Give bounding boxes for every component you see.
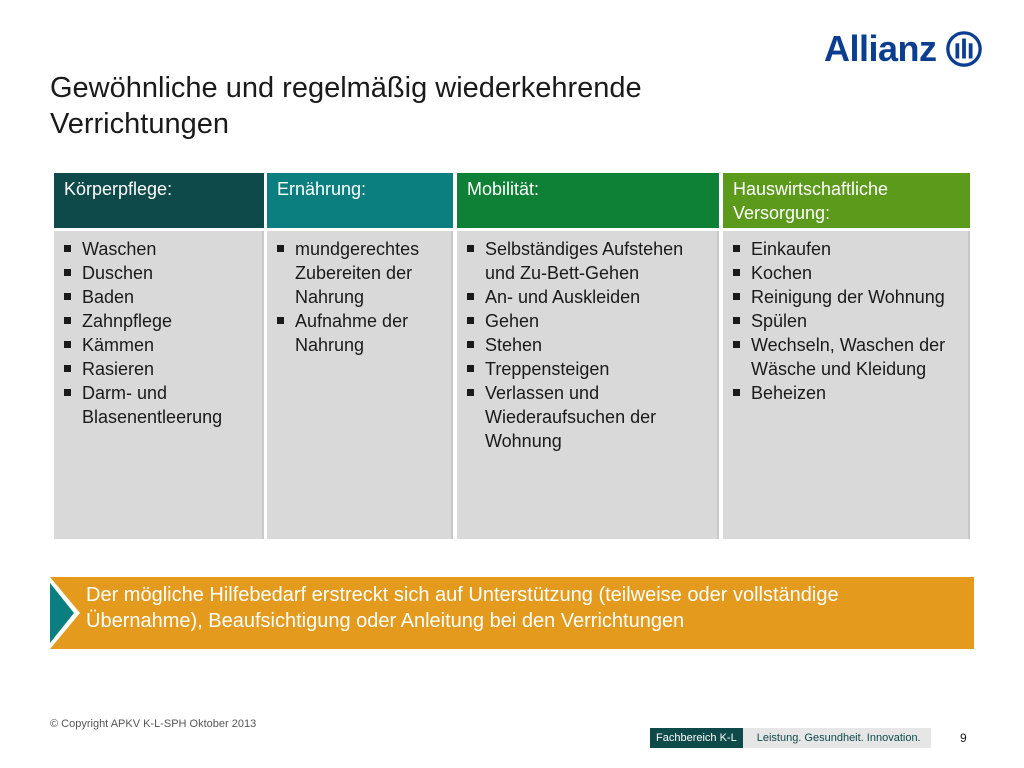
square-bullet-icon bbox=[733, 317, 740, 324]
square-bullet-icon bbox=[467, 293, 474, 300]
list-item: Beheizen bbox=[731, 381, 960, 405]
list-item: Einkaufen bbox=[731, 237, 960, 261]
square-bullet-icon bbox=[733, 341, 740, 348]
square-bullet-icon bbox=[467, 317, 474, 324]
square-bullet-icon bbox=[733, 293, 740, 300]
square-bullet-icon bbox=[64, 293, 71, 300]
list-item: Waschen bbox=[62, 237, 254, 261]
square-bullet-icon bbox=[64, 365, 71, 372]
square-bullet-icon bbox=[733, 269, 740, 276]
square-bullet-icon bbox=[64, 341, 71, 348]
footer-bar bbox=[650, 728, 931, 748]
square-bullet-icon bbox=[467, 389, 474, 396]
allianz-logo bbox=[824, 28, 983, 70]
list-item: Duschen bbox=[62, 261, 254, 285]
column-body-hauswirtschaft bbox=[723, 231, 970, 539]
bullet-list bbox=[465, 237, 709, 453]
summary-banner bbox=[50, 577, 974, 649]
slide-title: Gewöhnliche und regelmäßig wiederkehrende Verrichtungen bbox=[50, 72, 642, 140]
list-item: Wechseln, Waschen der Wäsche und Kleidung bbox=[731, 333, 960, 381]
allianz-eagle-icon bbox=[945, 30, 983, 68]
copyright-notice: © Copyright APKV K-L-SPH Oktober 2013 bbox=[50, 718, 257, 730]
square-bullet-icon bbox=[733, 389, 740, 396]
list-item: Kämmen bbox=[62, 333, 254, 357]
list-item: Baden bbox=[62, 285, 254, 309]
square-bullet-icon bbox=[64, 269, 71, 276]
square-bullet-icon bbox=[467, 365, 474, 372]
arrow-right-icon bbox=[50, 577, 80, 649]
column-body-mobilitaet bbox=[457, 231, 719, 539]
logo-wordmark: Allianz bbox=[824, 28, 937, 69]
page-number: 9 bbox=[960, 731, 967, 745]
column-body-ernaehrung bbox=[267, 231, 453, 539]
list-item: mundgerechtes Zubereiten der Nahrung bbox=[275, 237, 443, 309]
list-item: Selbständiges Aufstehen und Zu-Bett-Gehen bbox=[465, 237, 709, 285]
square-bullet-icon bbox=[64, 245, 71, 252]
square-bullet-icon bbox=[277, 317, 284, 324]
column-body-koerperpflege bbox=[54, 231, 264, 539]
column-header-ernaehrung: Ernährung: bbox=[267, 173, 453, 228]
square-bullet-icon bbox=[467, 245, 474, 252]
banner-text: Der mögliche Hilfebedarf erstreckt sich auf Unterstützung (teilweise oder vollständige Übernahme), Beaufsichtigung oder Anleitung bei den Verrichtungen bbox=[86, 584, 839, 632]
bullet-list bbox=[731, 237, 960, 405]
slogan-label: Leistung. Gesundheit. Innovation. bbox=[743, 728, 931, 748]
bullet-list bbox=[62, 237, 254, 429]
department-label: Fachbereich K-L bbox=[650, 728, 743, 748]
list-item: Treppensteigen bbox=[465, 357, 709, 381]
list-item: Kochen bbox=[731, 261, 960, 285]
list-item: Reinigung der Wohnung bbox=[731, 285, 960, 309]
list-item: An- und Auskleiden bbox=[465, 285, 709, 309]
list-item: Rasieren bbox=[62, 357, 254, 381]
list-item: Stehen bbox=[465, 333, 709, 357]
square-bullet-icon bbox=[467, 341, 474, 348]
list-item: Aufnahme der Nahrung bbox=[275, 309, 443, 357]
list-item: Spülen bbox=[731, 309, 960, 333]
list-item: Darm- und Blasenentleerung bbox=[62, 381, 254, 429]
list-item: Gehen bbox=[465, 309, 709, 333]
square-bullet-icon bbox=[64, 389, 71, 396]
square-bullet-icon bbox=[733, 245, 740, 252]
square-bullet-icon bbox=[64, 317, 71, 324]
list-item: Verlassen und Wiederaufsuchen der Wohnung bbox=[465, 381, 709, 453]
column-header-hauswirtschaft: Hauswirtschaftliche Versorgung: bbox=[723, 173, 970, 228]
column-header-mobilitaet: Mobilität: bbox=[457, 173, 719, 228]
square-bullet-icon bbox=[277, 245, 284, 252]
bullet-list bbox=[275, 237, 443, 357]
list-item: Zahnpflege bbox=[62, 309, 254, 333]
column-header-koerperpflege: Körperpflege: bbox=[54, 173, 264, 228]
